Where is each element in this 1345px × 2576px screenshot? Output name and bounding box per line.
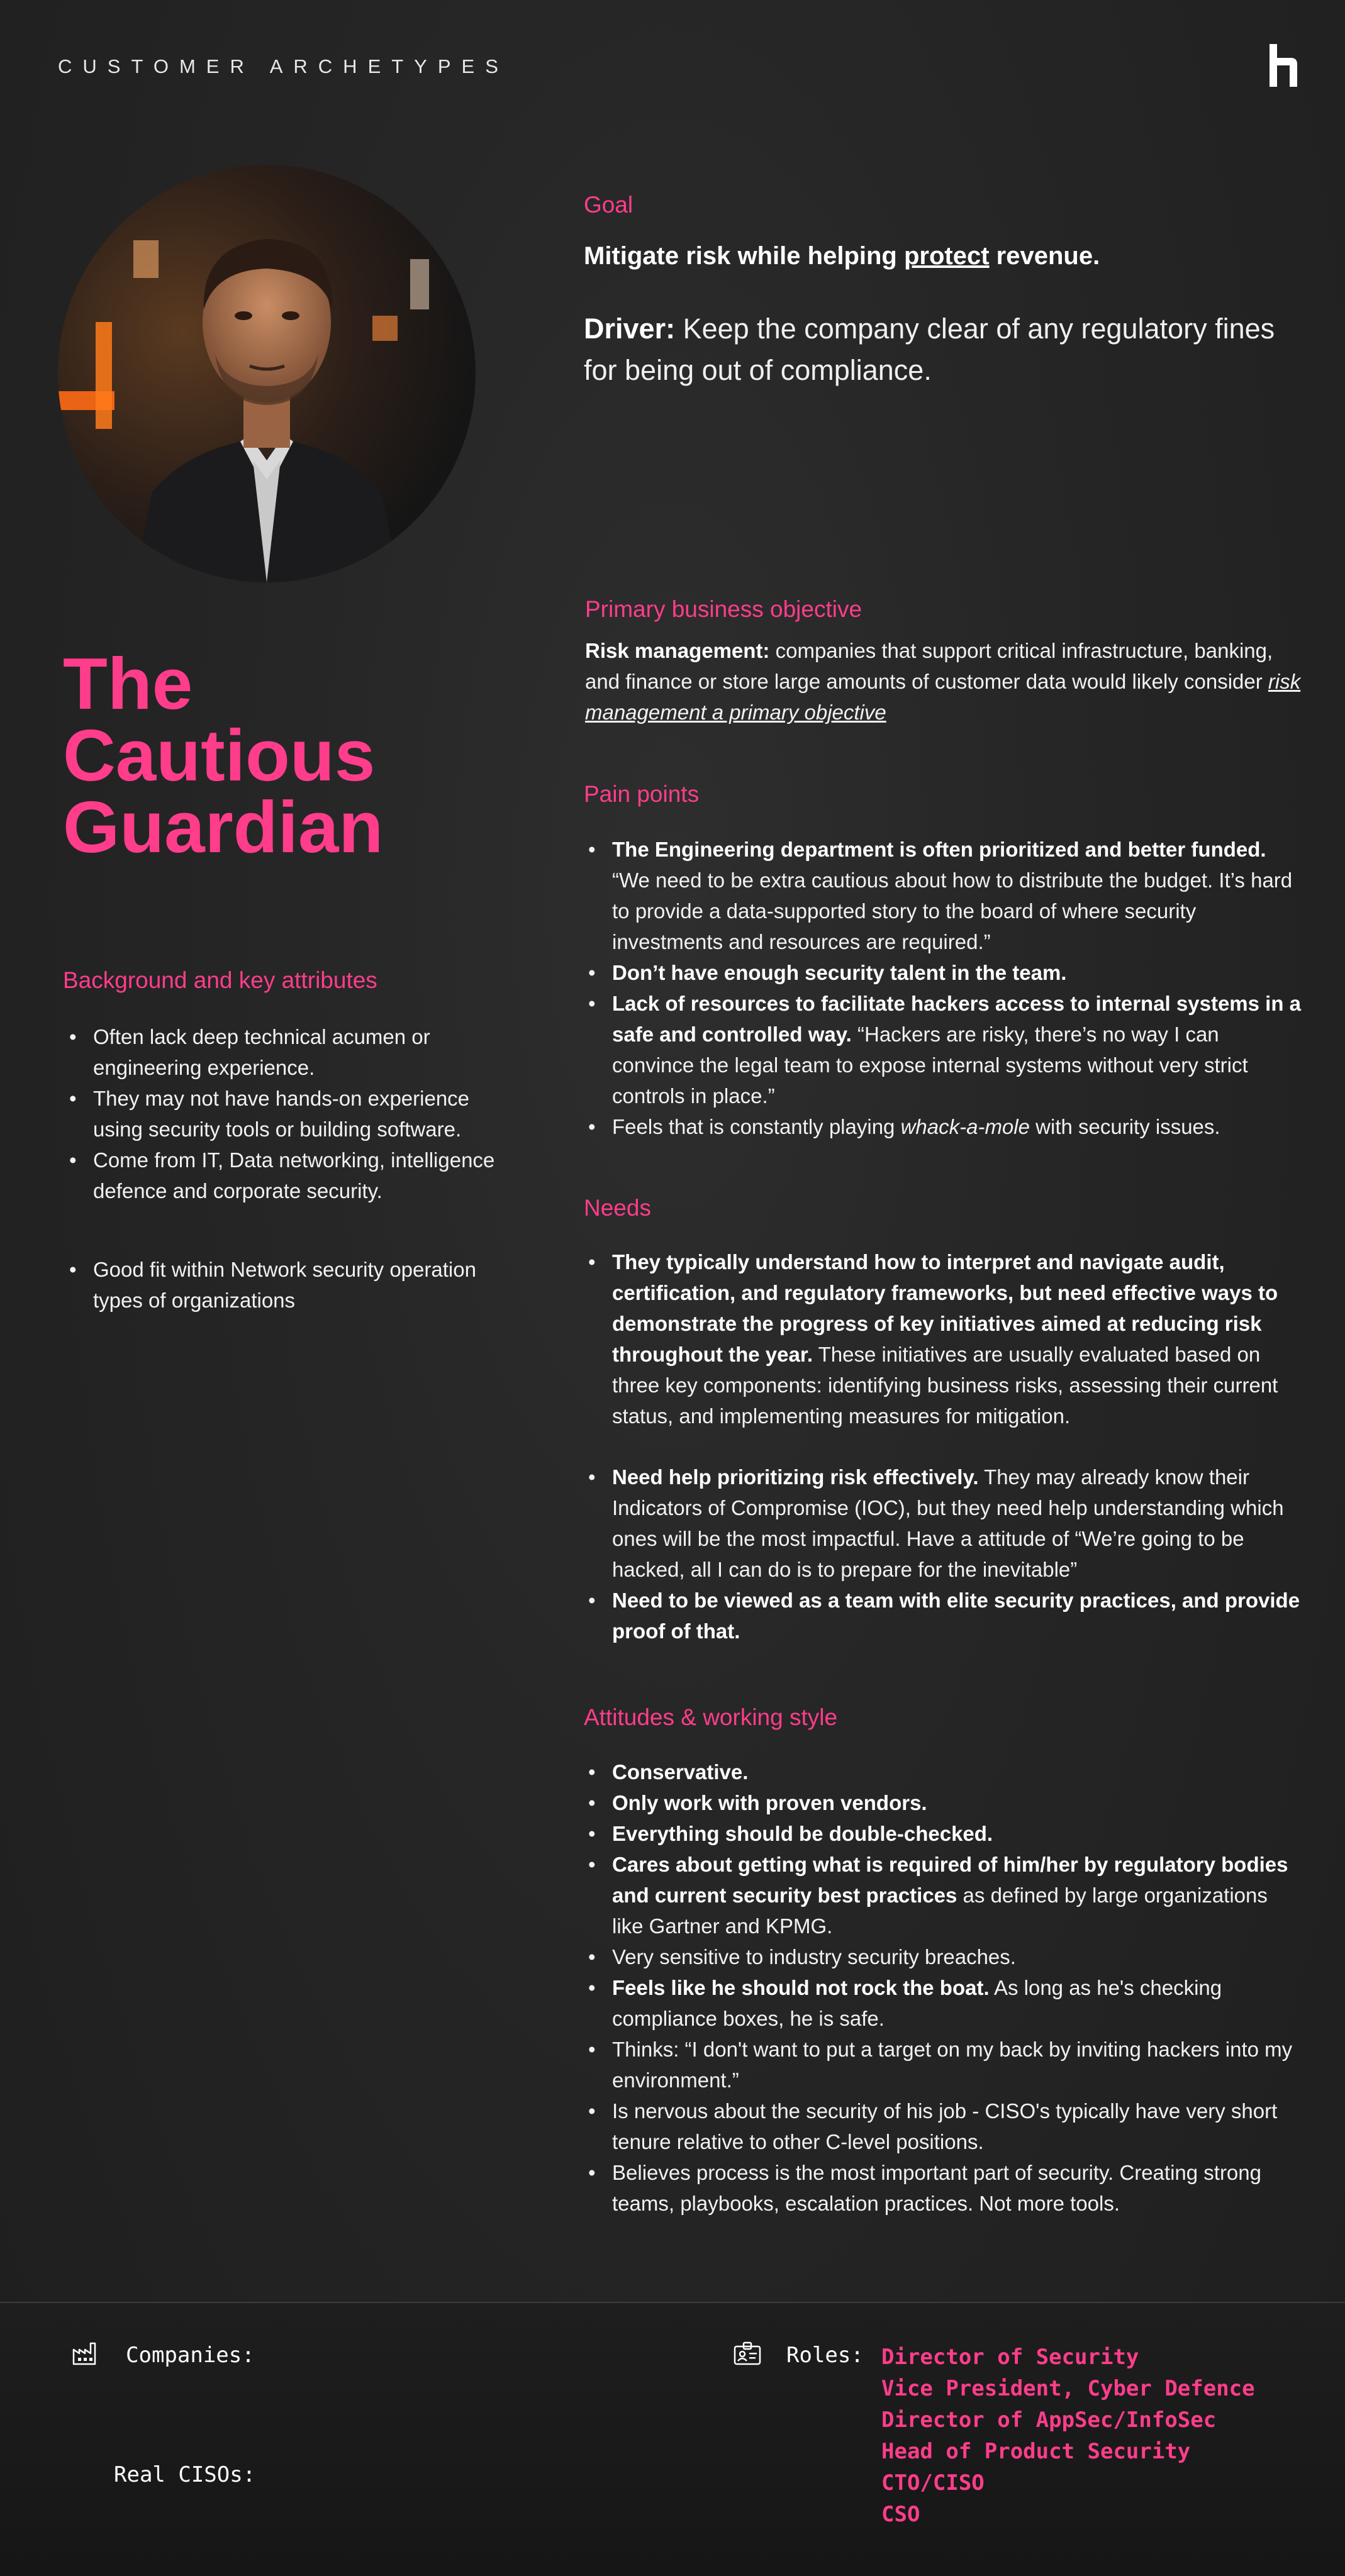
list-item: • Often lack deep technical acumen or engineering experience. <box>93 1021 518 1083</box>
attitudes-list <box>584 1757 1302 2219</box>
list-item <box>612 1585 1302 1646</box>
item-text: “Hackers are risky, there’s no way I can convince the legal team to expose internal systems without very strict controls in place.” <box>612 1023 1248 1108</box>
list-item <box>612 1246 1302 1431</box>
item-bold: Don’t have enough security talent in the team. <box>612 961 1067 984</box>
driver-statement <box>584 308 1282 391</box>
item-text: with security issues. <box>1029 1115 1220 1138</box>
persona-title-line: The <box>63 643 193 724</box>
item-bold: Need help prioritizing risk effectively. <box>612 1465 979 1489</box>
role-item: CSO <box>881 2502 920 2527</box>
objective-bold: Risk management: <box>585 639 770 662</box>
brand-logo-icon <box>1264 44 1302 87</box>
role-item: Director of Security <box>881 2345 1139 2370</box>
item-text: Feels that is constantly playing <box>612 1115 901 1138</box>
attitudes-heading: Attitudes & working style <box>584 1704 838 1730</box>
id-badge-icon <box>733 2341 762 2366</box>
list-item <box>612 1111 1302 1142</box>
list-item <box>612 957 1302 988</box>
item-text: Very sensitive to industry security breaches. <box>612 1945 1016 1968</box>
background-list <box>65 1021 518 1316</box>
background-heading: Background and key attributes <box>63 967 377 993</box>
item-bold: Conservative. <box>612 1760 749 1784</box>
footer-divider <box>0 2302 1345 2303</box>
item-text: “We need to be extra cautious about how to distribute the budget. It’s hard to provide a data-supported story to the board of where security investments and resources are required.” <box>612 869 1293 953</box>
item-bold: Cares about getting what is required of him/her by regulatory bodies and current security best practices <box>612 1853 1288 1907</box>
page-eyebrow: CUSTOMER ARCHETYPES <box>58 55 509 77</box>
needs-heading: Needs <box>584 1195 651 1221</box>
list-item <box>612 988 1302 1111</box>
list-item <box>612 1972 1302 2034</box>
goal-text: revenue. <box>989 242 1100 270</box>
goal-text: Mitigate risk while helping <box>584 242 904 270</box>
role-item: Head of Product Security <box>881 2439 1191 2464</box>
list-item: • Come from IT, Data networking, intelligence defence and corporate security. <box>93 1145 518 1206</box>
list-item <box>612 1849 1302 1941</box>
list-item: • Good fit within Network security operation types of organizations <box>93 1254 518 1316</box>
list-item: • They may not have hands-on experience using security tools or building software. <box>93 1083 518 1145</box>
companies-label: Companies: <box>126 2343 255 2368</box>
list-item <box>612 1757 1302 1787</box>
list-item <box>612 1818 1302 1849</box>
roles-label: Roles: <box>786 2343 864 2368</box>
list-item <box>612 834 1302 957</box>
item-bold: Feels like he should not rock the boat. <box>612 1976 990 1999</box>
factory-icon <box>72 2341 99 2366</box>
item-text: As long as he's checking compliance boxes, he is safe. <box>612 1976 1222 2030</box>
roles-list <box>881 2341 1255 2530</box>
list-item <box>612 2157 1302 2219</box>
item-bold: Only work with proven vendors. <box>612 1791 927 1814</box>
needs-list <box>584 1246 1302 1646</box>
list-item <box>612 1941 1302 1972</box>
persona-portrait <box>58 165 476 582</box>
item-text: as defined by large organizations like Gartner and KPMG. <box>612 1884 1268 1938</box>
pain-points-heading: Pain points <box>584 781 700 807</box>
role-item: CTO/CISO <box>881 2470 985 2496</box>
item-bold: Everything should be double-checked. <box>612 1822 993 1845</box>
item-text: These initiatives are usually evaluated based on three key components: identifying business risks, assessing their current status, and implementing measures for mitigation. <box>612 1343 1278 1428</box>
persona-title-line: Cautious <box>63 714 376 796</box>
real-cisos-label: Real CISOs: <box>114 2462 256 2487</box>
role-item: Director of AppSec/InfoSec <box>881 2407 1217 2433</box>
persona-title <box>63 643 440 868</box>
item-text: Believes process is the most important part of security. Creating strong teams, playbooks, escalation practices. Not more tools. <box>612 2161 1261 2215</box>
item-bold: The Engineering department is often prioritized and better funded. <box>612 838 1266 861</box>
list-item <box>612 2034 1302 2096</box>
item-text: They may already know their Indicators of Compromise (IOC), but they need help understanding which ones will be the most impactful. Have a attitude of “We’re going to be hacked, all I can do is to prepare for the inevitable” <box>612 1465 1284 1581</box>
driver-label: Driver: <box>584 313 676 345</box>
role-item: Vice President, Cyber Defence <box>881 2376 1255 2401</box>
objective-body: companies that support critical infrastructure, banking, and finance or store large amounts of customer data would likely consider <box>585 639 1273 693</box>
objective-text <box>585 635 1302 728</box>
driver-text: Keep the company clear of any regulatory fines for being out of compliance. <box>584 313 1275 386</box>
goal-statement <box>584 242 1100 270</box>
list-item <box>612 1462 1302 1585</box>
item-bold: They typically understand how to interpret and navigate audit, certification, and regulatory frameworks, but need effective ways to demonstrate the progress of key initiatives aimed at reducing risk throughout the year. <box>612 1250 1278 1366</box>
item-bold: Lack of resources to facilitate hackers access to internal systems in a safe and controlled way. <box>612 992 1302 1046</box>
goal-protect-link[interactable]: protect <box>903 242 990 270</box>
item-text: Is nervous about the security of his job - CISO's typically have very short tenure relative to other C-level positions. <box>612 2099 1278 2153</box>
pain-points-list <box>584 834 1302 1142</box>
item-bold: Need to be viewed as a team with elite security practices, and provide proof of that. <box>612 1589 1300 1643</box>
persona-title-line: Guardian <box>63 786 384 868</box>
objective-heading: Primary business objective <box>585 596 862 622</box>
objective-link[interactable]: risk management a primary objective <box>585 670 1301 724</box>
goal-heading: Goal <box>584 192 633 218</box>
item-text: Thinks: “I don't want to put a target on my back by inviting hackers into my environment.” <box>612 2038 1293 2092</box>
item-italic: whack-a-mole <box>900 1115 1030 1138</box>
list-item <box>612 2096 1302 2157</box>
list-item <box>612 1787 1302 1818</box>
